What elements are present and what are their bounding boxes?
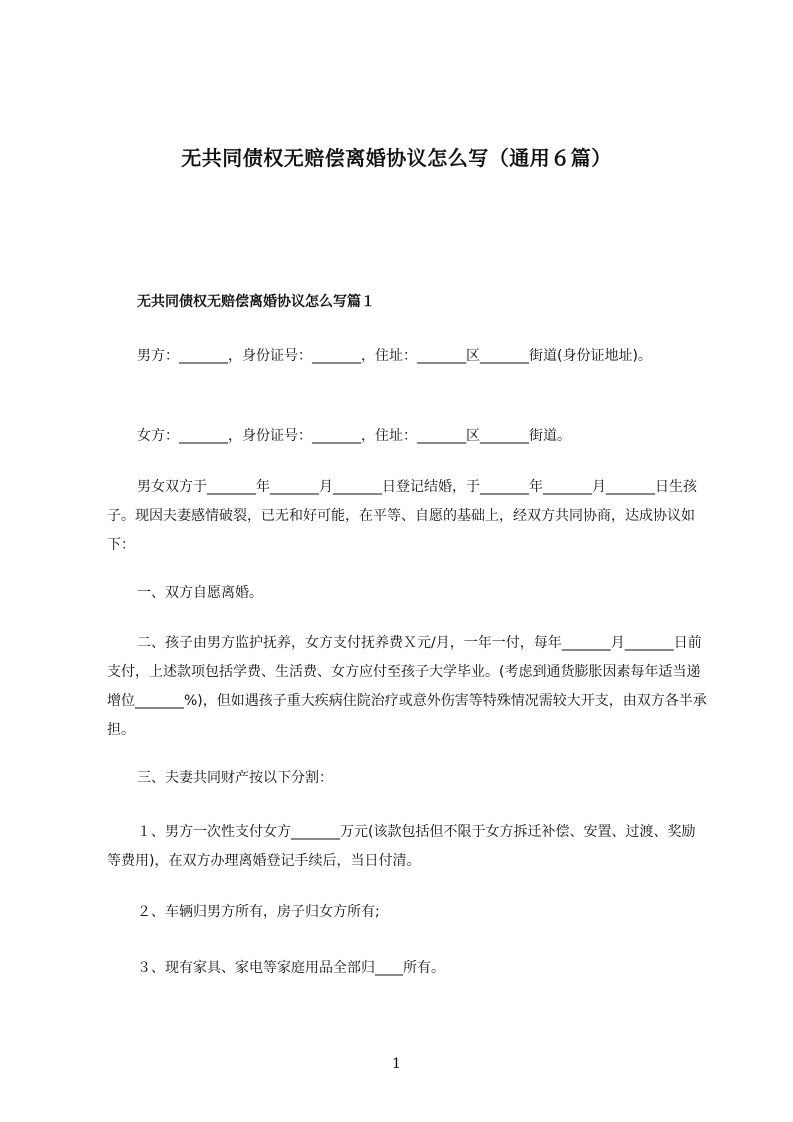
paragraph-clause-1: 一、双方自愿离婚。 [137,585,263,601]
paragraph-item-3: ３、现有家具、家电等家庭用品全部归____所有。 [137,960,445,976]
paragraph-item-1: １、男方一次性支付女方_______万元(该款包括但不限于女方拆迁补偿、安置、过渡、奖励等费用)，在双方办理离婚登记手续后，当日付清。 [107,824,696,869]
paragraph-clause-3: 三、夫妻共同财产按以下分割： [137,770,333,786]
page-number: 1 [392,1056,401,1072]
section-heading: 无共同债权无赔偿离婚协议怎么写篇１ [137,294,375,310]
paragraph-marriage-info: 男女双方于_______年_______月_______日登记结婚，于_______年_______月_______日生孩子。现因夫妻感情破裂，已无和好可能，在平等、自愿的基础上，经双方共同协商，达成协议如下： [107,479,697,553]
paragraph-male-party: 男方：_______，身份证号：_______，住址：_______区_______街道(身份证地址)。 [137,348,652,364]
paragraph-clause-2: 二、孩子由男方监护抚养，女方支付抚养费Ｘ元/月，一年一付，每年_______月_______日前支付，上述款项包括学费、生活费、女方应付至孩子大学毕业。(考虑到通货膨胀因素每年适当递增位_______%)，但如遇孩子重大疾病住院治疗或意外伤害等特殊情况需较大开支，由双方各半承担。 [107,635,707,738]
paragraph-item-2: ２、车辆归男方所有，房子归女方所有; [137,904,380,920]
document-title: 无共同债权无赔偿离婚协议怎么写（通用６篇） [181,146,612,170]
paragraph-female-party: 女方：_______，身份证号：_______，住址：_______区_______街道。 [137,428,571,444]
